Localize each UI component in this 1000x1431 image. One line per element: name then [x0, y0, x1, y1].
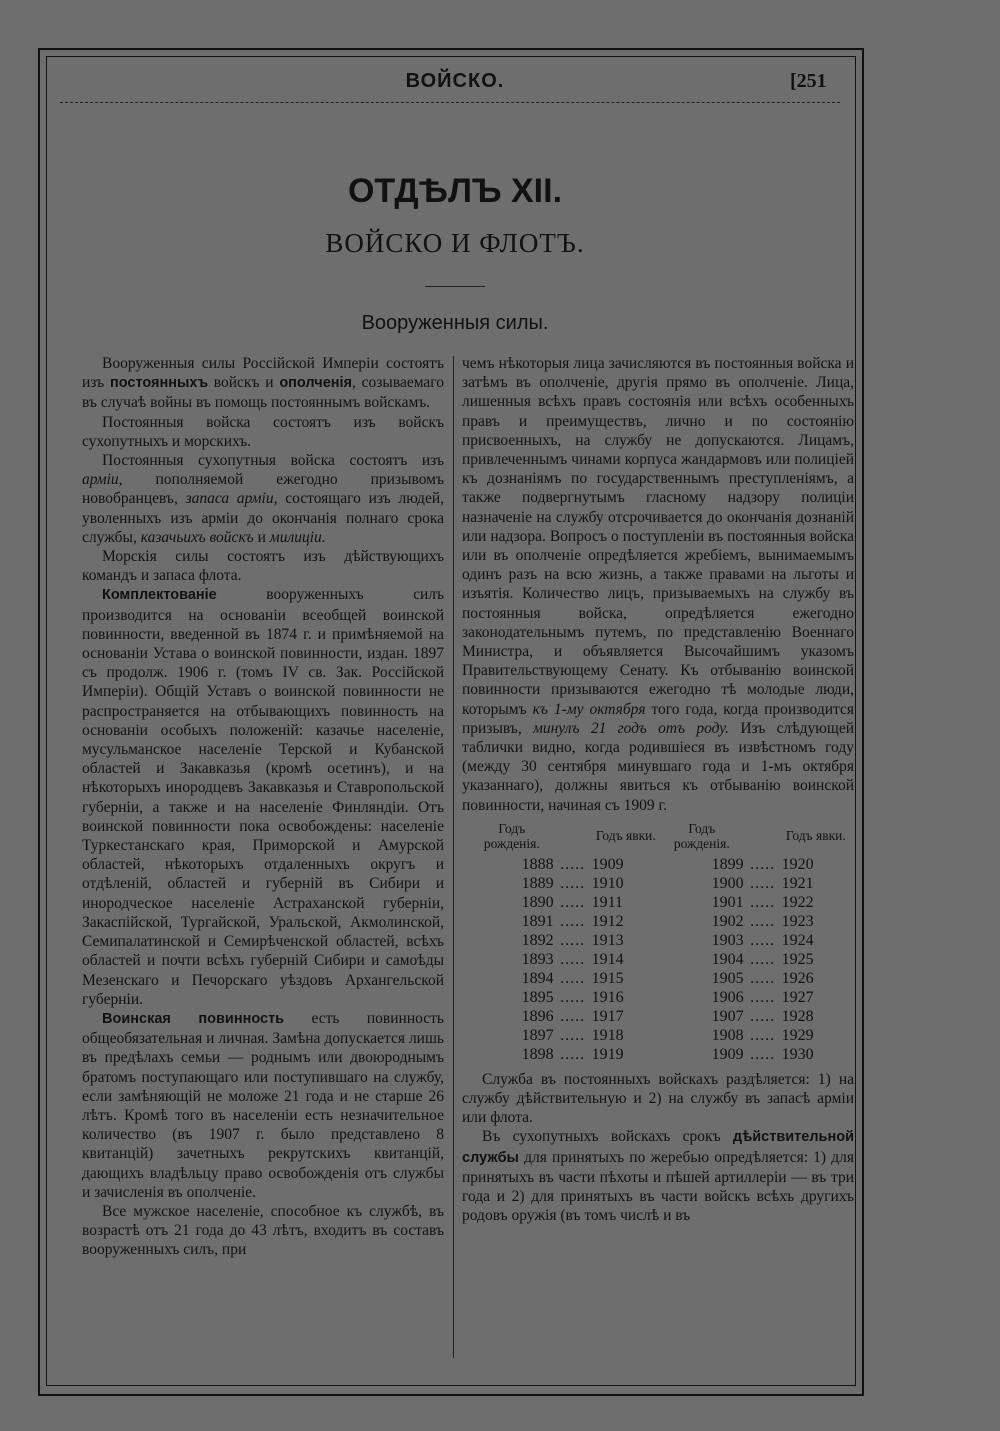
paragraph: Вооруженныя силы Россійской Имперіи состоятъ изъ постоянныхъ войскъ и ополченія, созываемаго въ случаѣ войны въ помощь постояннымъ войскамъ. — [82, 355, 445, 412]
birth-year-cell: 1903 — [711, 931, 744, 949]
report-year-cell: 1923 — [781, 912, 814, 930]
leader-dots: ..... — [560, 950, 586, 968]
report-year-cell: 1920 — [781, 855, 814, 873]
report-year-cell: 1912 — [591, 912, 624, 930]
leader-dots: ..... — [750, 969, 776, 987]
birth-year-cell: 1898 — [521, 1045, 554, 1063]
leader-dots: ..... — [560, 1045, 586, 1063]
report-year-cell: 1925 — [781, 950, 814, 968]
birth-year-cell: 1905 — [711, 969, 744, 987]
section-title: ВОЙСКО И ФЛОТЪ. — [325, 228, 585, 258]
birth-year-cell: 1890 — [521, 893, 554, 911]
paragraph: Постоянныя войска состоятъ изъ войскъ сухопутныхъ и морскихъ. — [82, 413, 444, 450]
birth-year-cell: 1893 — [521, 950, 554, 968]
report-year-cell: 1918 — [591, 1026, 624, 1044]
birth-year-cell: 1896 — [521, 1007, 554, 1025]
table-row — [470, 1026, 850, 1045]
table-row — [470, 912, 850, 931]
table-row — [470, 988, 850, 1007]
table-row — [470, 893, 850, 912]
report-year-cell: 1921 — [781, 874, 814, 892]
report-year-cell: 1924 — [781, 931, 814, 949]
column-header: Годъ рожденія. — [483, 820, 540, 851]
leader-dots: ..... — [750, 893, 776, 911]
report-year-cell: 1928 — [781, 1007, 814, 1025]
page-number: [251 — [790, 70, 827, 92]
paragraph: Комплектованіе вооруженныхъ силъ производится на основаніи всеобщей воинской повинности, введенной въ 1874 г. и примѣняемой на основаніи Устава о воинской повинности, издан. 1897 съ продолж. 1906 г. (томъ IV св. Зак. Россійской Имперіи). Общій Уставъ о воинской повинности не распространяется на отбывающихъ повинность на основаніи особыхъ положеній: казачье населеніе, мусульманское населеніе Терской и Кубанской областей и Закавказья (кромѣ осетинъ), и на нѣкоторыхъ инородцевъ Закавказья и Ставропольской губерніи, а также и на населеніе Финляндіи. Отъ воинской повинности пока освобождены: населеніе Туркестанскаго края, Приморской и Амурской областей, нѣкоторыхъ отдаленныхъ округъ и отдѣленій, областей и губерній въ Сибири и инородческое населеніе Астраханской губерніи, Закаспійской, Тургайской, Уральской, Акмолинской, Семипалатинской и Семирѣченской областей, всѣхъ областей и почти всѣхъ губерній Сибири и самоѣды Мезенскаго и Печорскаго уѣздовъ Архангельской губерніи. — [82, 586, 444, 1008]
birth-year-cell: 1894 — [521, 969, 554, 987]
right-column — [462, 354, 854, 1226]
leader-dots: ..... — [560, 969, 586, 987]
birth-year-cell: 1900 — [711, 874, 744, 892]
column-header: Годъ явки. — [595, 828, 656, 844]
leader-dots: ..... — [750, 1026, 776, 1044]
birth-year-cell: 1902 — [711, 912, 744, 930]
report-year-cell: 1909 — [591, 855, 624, 873]
leader-dots: ..... — [750, 1045, 776, 1063]
table-row — [470, 874, 850, 893]
paragraph: Въ сухопутныхъ войскахъ срокъ дѣйствительной службы для принятыхъ по жеребью опредѣляется: 1) для принятыхъ въ части пѣхоты и пѣшей артиллеріи — въ три года и 2) для принятыхъ въ части войскъ всѣхъ другихъ родовъ оружія (въ томъ числѣ и въ — [462, 1128, 854, 1225]
table-row — [470, 969, 850, 988]
birth-year-cell: 1892 — [521, 931, 554, 949]
report-year-cell: 1926 — [781, 969, 814, 987]
paragraph: Служба въ постоянныхъ войскахъ раздѣляется: 1) на службу дѣйствительную и 2) на службу въ запасѣ арміи или флота. — [462, 1070, 854, 1127]
report-year-cell: 1917 — [591, 1007, 624, 1025]
birth-year-cell: 1899 — [711, 855, 744, 873]
birth-year-cell: 1889 — [521, 874, 554, 892]
conscription-year-table — [470, 821, 850, 1064]
birth-year-cell: 1907 — [711, 1007, 744, 1025]
birth-year-cell: 1897 — [521, 1026, 554, 1044]
leader-dots: ..... — [750, 988, 776, 1006]
leader-dots: ..... — [750, 874, 776, 892]
table-header-row — [470, 821, 850, 855]
section-heading: ОТДѢЛЪ XII. — [347, 172, 563, 210]
report-year-cell: 1911 — [591, 893, 623, 911]
paragraph: Все мужское населеніе, способное къ службѣ, въ возрастѣ отъ 21 года до 43 лѣтъ, входитъ въ составъ вооруженныхъ силъ, при — [82, 1202, 444, 1259]
subsection-title: Вооруженныя силы. — [361, 312, 549, 334]
birth-year-cell: 1908 — [711, 1026, 744, 1044]
leader-dots: ..... — [750, 931, 776, 949]
leader-dots: ..... — [750, 1007, 776, 1025]
leader-dots: ..... — [560, 1007, 586, 1025]
report-year-cell: 1915 — [591, 969, 624, 987]
leader-dots: ..... — [560, 931, 586, 949]
report-year-cell: 1927 — [781, 988, 814, 1006]
leader-dots: ..... — [560, 874, 586, 892]
column-header: Годъ рожденія. — [673, 820, 730, 851]
leader-dots: ..... — [560, 988, 586, 1006]
report-year-cell: 1930 — [781, 1045, 814, 1063]
column-header: Годъ явки. — [785, 828, 846, 844]
column-divider — [453, 356, 454, 1358]
table-row — [470, 931, 850, 950]
header-rule — [60, 102, 840, 103]
table-row — [470, 1045, 850, 1064]
leader-dots: ..... — [750, 912, 776, 930]
report-year-cell: 1913 — [591, 931, 624, 949]
left-column — [82, 354, 444, 1260]
running-header: ВОЙСКО. — [405, 70, 505, 92]
paragraph: Воинская повинность есть повинность общеобязательная и личная. Замѣна допускается лишь въ предѣлахъ семьи — роднымъ или двоюроднымъ братомъ поступающаго или поступившаго на службу, если замѣняющій не моложе 21 года и не старше 26 лѣтъ. Кромѣ того въ населеніи есть незначительное количество (въ 1907 г. было представлено 8 квитанцій) зачетныхъ рекрутскихъ квитанцій, дающихъ владѣльцу право освобожденія отъ службы и зачисленія въ ополченіе. — [82, 1009, 444, 1201]
report-year-cell: 1910 — [591, 874, 624, 892]
birth-year-cell: 1895 — [521, 988, 554, 1006]
report-year-cell: 1929 — [781, 1026, 814, 1044]
leader-dots: ..... — [560, 855, 586, 873]
leader-dots: ..... — [750, 950, 776, 968]
table-row — [470, 950, 850, 969]
leader-dots: ..... — [560, 1026, 586, 1044]
paragraph: Морскія силы состоятъ изъ дѣйствующихъ командъ и запаса флота. — [82, 548, 444, 585]
report-year-cell: 1916 — [591, 988, 624, 1006]
birth-year-cell: 1909 — [711, 1045, 744, 1063]
title-rule — [425, 286, 485, 287]
report-year-cell: 1914 — [591, 950, 624, 968]
birth-year-cell: 1888 — [521, 855, 554, 873]
paragraph: чемъ нѣкоторыя лица зачисляются въ постоянныя войска и затѣмъ въ ополченіе, другія прямо въ ополченіе. Лица, лишенныя всѣхъ правъ состоянія или всѣхъ особенныхъ правъ и преимуществъ, лично и по состоянію присвоенныхъ, на службу не допускаются. Лицамъ, привлеченнымъ чинами корпуса жандармовъ или полиціей къ дознаніямъ по государственнымъ преступленіямъ, а также подвергнутымъ гласному надзору полиціи назначеніе на службу отсрочивается до окончанія дознаній или надзора. Вопросъ о поступленіи въ постоянныя войска или въ ополченіе опредѣляется жребіемъ, вынимаемымъ одинъ разъ на всю жизнь, а также правами на льготы и изъятія. Количество лицъ, призываемыхъ на службу въ постоянныя войска, опредѣляется ежегодно законодательнымъ путемъ, по представленію Военнаго Министра, и объявляется Высочайшимъ указомъ Правительствующему Сенату. Къ отбыванію воинской повинности призываются ежегодно тѣ молодые люди, которымъ къ 1-му октября того года, когда производится призывъ, минулъ 21 годъ отъ роду. Изъ слѣдующей таблички видно, когда родившіеся въ извѣстномъ году (между 30 сентября минувшаго года и 1-мъ октября указаннаго), должны явиться къ отбыванію воинской повинности, начиная съ 1909 г. — [462, 355, 854, 814]
leader-dots: ..... — [750, 855, 776, 873]
birth-year-cell: 1904 — [711, 950, 744, 968]
report-year-cell: 1922 — [781, 893, 814, 911]
table-row — [470, 855, 850, 874]
birth-year-cell: 1901 — [711, 893, 744, 911]
paragraph: Постоянныя сухопутныя войска состоятъ изъ арміи, пополняемой ежегодно призывомъ новобранцевъ, запаса арміи, состоящаго изъ людей, уволенныхъ изъ арміи до окончанія полнаго срока службы, казачьихъ войскъ и милиціи. — [82, 452, 444, 546]
report-year-cell: 1919 — [591, 1045, 624, 1063]
birth-year-cell: 1891 — [521, 912, 554, 930]
table-row — [470, 1007, 850, 1026]
leader-dots: ..... — [560, 912, 586, 930]
leader-dots: ..... — [560, 893, 586, 911]
birth-year-cell: 1906 — [711, 988, 744, 1006]
